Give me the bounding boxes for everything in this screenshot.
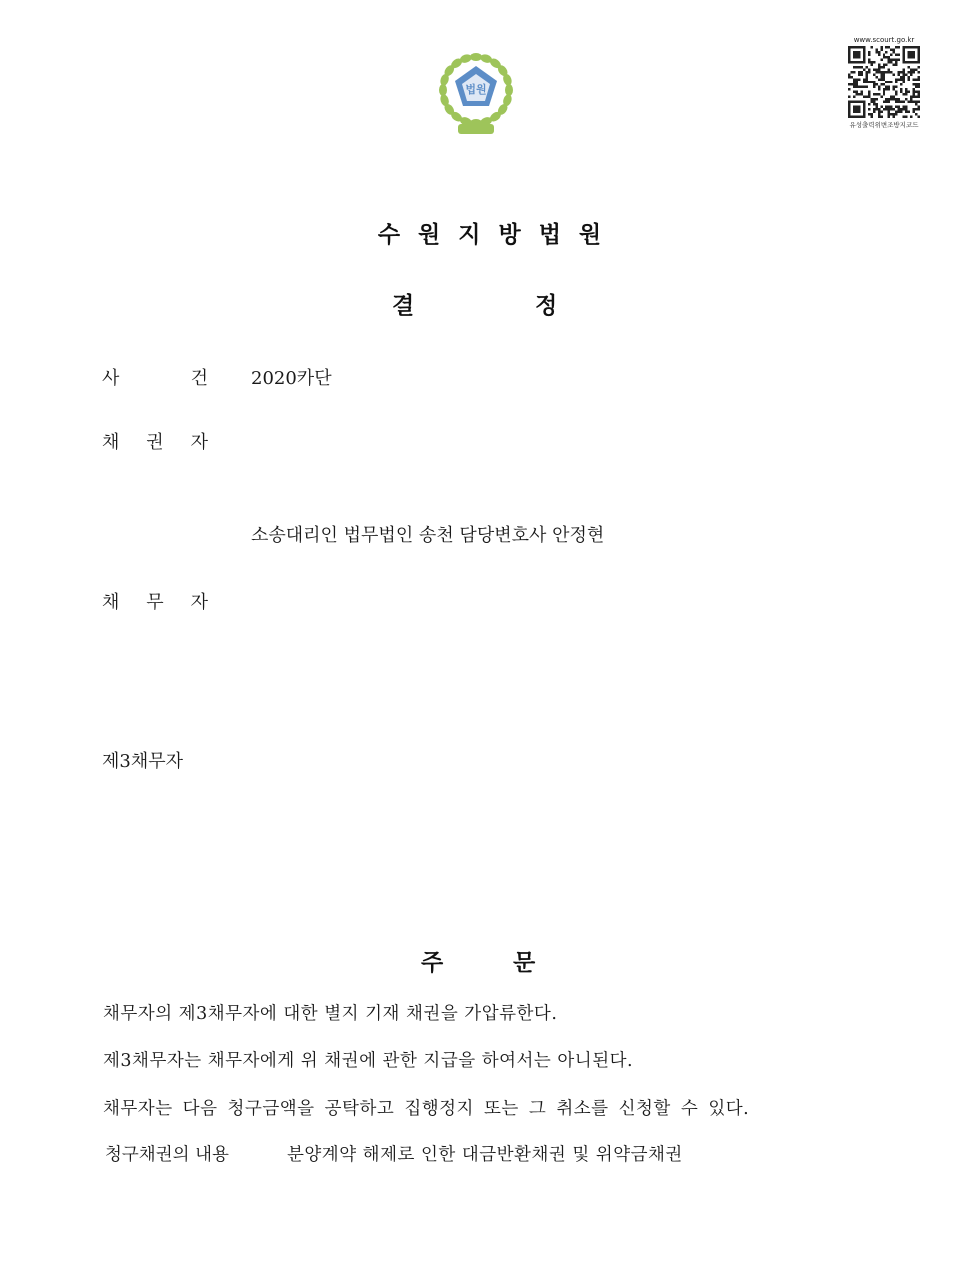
order-line: 채무자는 다음 청구금액을 공탁하고 집행정지 또는 그 취소를 신청할 수 있다.	[103, 1099, 750, 1119]
order-line: 제3채무자는 채무자에게 위 채권에 관한 지급을 하여서는 아니된다.	[103, 1051, 634, 1071]
emblem-petal	[505, 84, 513, 96]
debtor-label: 채 무 자	[102, 592, 208, 613]
creditor-label: 채 권 자	[102, 432, 208, 453]
qr-code-block	[846, 36, 922, 132]
court-emblem	[430, 44, 522, 140]
emblem-text: 법원	[465, 83, 487, 96]
emblem-petal	[470, 53, 482, 61]
case-number: 2020카단	[251, 368, 332, 389]
emblem-base	[458, 124, 494, 134]
qr-code	[848, 46, 920, 118]
emblem-petal	[439, 84, 447, 96]
debtor-label-row	[102, 588, 208, 614]
qr-url: www.scourt.go.kr	[853, 36, 915, 44]
creditor-agent: 소송대리인 법무법인 송천 담당변호사 안정현	[251, 525, 605, 546]
decision-title-left: 결	[392, 293, 415, 319]
case-label: 사 건	[102, 368, 208, 389]
claim-label: 청구채권의 내용	[105, 1145, 229, 1165]
order-line: 채무자의 제3채무자에 대한 별지 기재 채권을 가압류한다.	[103, 1004, 558, 1024]
court-name: 수원지방법원	[377, 222, 620, 248]
order-title-left: 주	[421, 950, 444, 976]
claim-content: 분양계약 해제로 인한 대금반환채권 및 위약금채권	[287, 1145, 683, 1165]
creditor-label-row	[102, 428, 208, 454]
third-debtor-label-row	[102, 747, 208, 773]
qr-caption: 유성출력위변조방지코드	[849, 121, 919, 129]
decision-title-right: 정	[535, 293, 558, 319]
third-debtor-label: 제3채무자	[102, 751, 184, 772]
order-title-right: 문	[513, 950, 536, 976]
case-label-row	[102, 364, 208, 390]
